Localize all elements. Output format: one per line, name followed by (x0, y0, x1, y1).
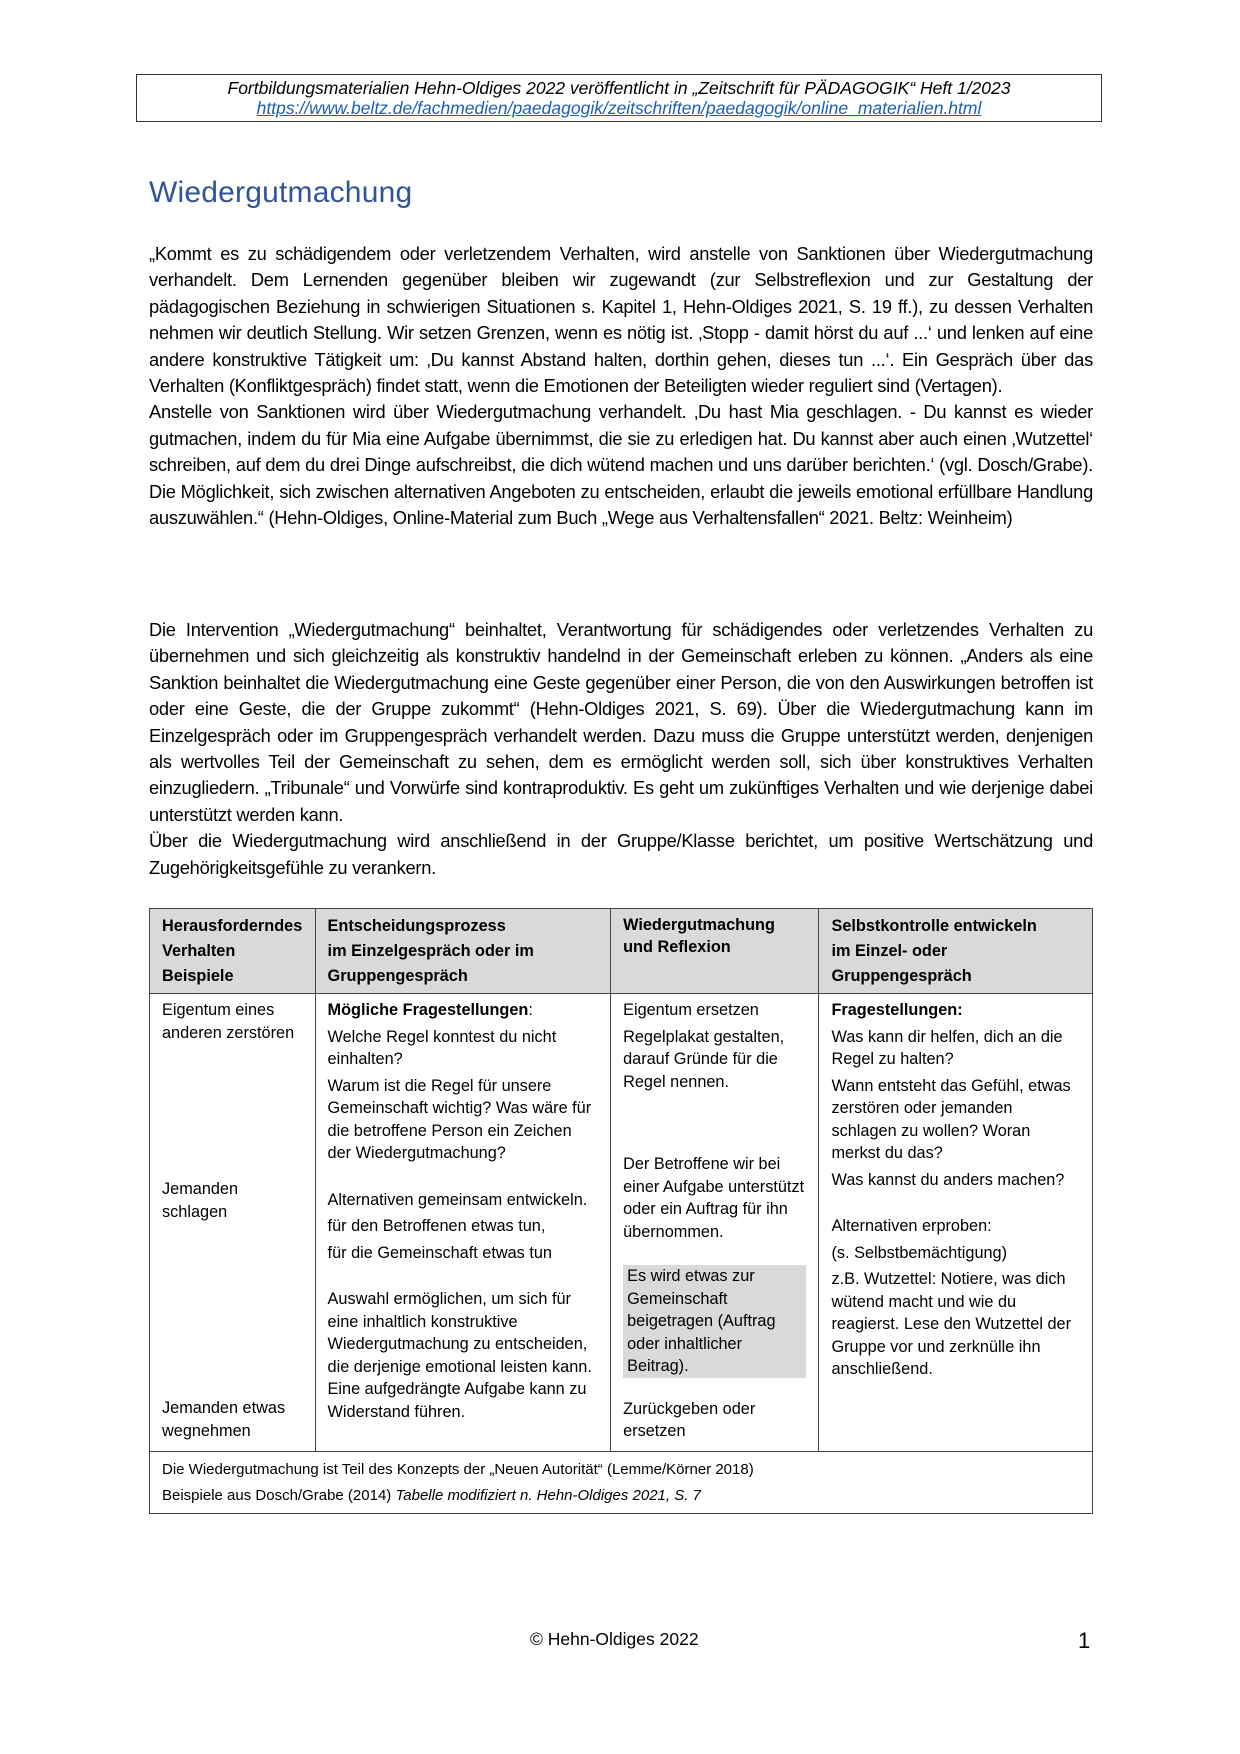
table-footnote-cell (150, 1451, 1093, 1513)
example-item: Eigentum eines anderen zerstören (162, 1001, 295, 1042)
footnote-concept: Die Wiedergutmachung ist Teil des Konzepts der „Neuen Autorität“ (Lemme/Körner 2018) (162, 1460, 754, 1478)
self-control-cell (819, 994, 1093, 1452)
option-item: Auswahl ermöglichen, um sich für eine inhaltlich konstruktive Wiedergutmachung zu entscheiden, die derjenige emotional leisten kann. Eine aufgedrängte Aufgabe kann zu Widerstand führen. (327, 1290, 592, 1421)
restitution-item-highlighted: Es wird etwas zur Gemeinschaft beigetragen (Auftrag oder inhaltlicher Beitrag). (623, 1265, 806, 1378)
header-url-link[interactable]: https://www.beltz.de/fachmedien/paedagogik/zeitschriften/paedagogik/online_materialien.html (256, 98, 982, 118)
column-header-restitution: Wiedergutmachung und Reflexion (611, 909, 819, 994)
footnote-source: Beispiele aus Dosch/Grabe (2014) (162, 1486, 396, 1504)
table-footer-row (150, 1451, 1093, 1513)
body-paragraph: Über die Wiedergutmachung wird anschließend in der Gruppe/Klasse berichtet, um positive Wertschätzung und Zugehörigkeitsgefühle zu verankern. (149, 830, 1093, 878)
table-row (150, 994, 1093, 1452)
behavior-examples-cell (150, 994, 316, 1452)
alternatives-item: z.B. Wutzettel: Notiere, was dich wütend macht und wie du reagierst. Lese den Wutzettel der Gruppe vor und zerknülle ihn anschließend. (831, 1270, 1071, 1378)
question-item: Welche Regel konntest du nicht einhalten? (327, 1027, 557, 1068)
questions-heading: Fragestellungen: (831, 1001, 963, 1019)
alternatives-item: Alternativen erproben: (831, 1217, 992, 1235)
option-item: für die Gemeinschaft etwas tun (327, 1243, 552, 1262)
example-item: Jemanden etwas wegnehmen (162, 1399, 286, 1440)
question-item: Wann entsteht das Gefühl, etwas zerstören oder jemanden schlagen zu wollen? Woran merkst du das? (831, 1076, 1071, 1162)
question-item: Was kann dir helfen, dich an die Regel zu halten? (831, 1027, 1063, 1068)
body-paragraph: „Kommt es zu schädigendem oder verletzendem Verhalten, wird anstelle von Sanktionen über Wiedergutmachung verhandelt. Dem Lernenden gegenüber bleiben wir zugewandt (zur Selbstreflexion und zur Gestaltung der pädagogischen Beziehung in schwierigen Situationen s. Kapitel 1, Hehn-Oldiges 2021, S. 19 ff.), zu dessen Verhalten nehmen wir deutlich Stellung. Wir setzen Grenzen, wenn es nötig ist. ‚Stopp - damit hörst du auf ...‘ und lenken auf eine andere konstruktive Tätigkeit um: ‚Du kannst Abstand halten, dorthin gehen, dieses tun ...‘. Ein Gespräch über das Verhalten (Konfliktgespräch) findet statt, wenn die Emotionen der Beteiligten wieder reguliert sind (Vertagen). (149, 243, 1093, 397)
copyright-footer: © Hehn-Oldiges 2022 (530, 1629, 699, 1649)
alternatives-item: (s. Selbstbemächtigung) (831, 1243, 1008, 1262)
page-title: Wiedergutmachung (149, 176, 413, 209)
option-item: Alternativen gemeinsam entwickeln. (327, 1190, 588, 1209)
example-item: Jemanden schlagen (162, 1180, 239, 1221)
column-header-decision: Entscheidungsprozess im Einzelgespräch oder im Gruppengespräch (315, 909, 611, 994)
restitution-cell (611, 994, 819, 1452)
question-item: Was kannst du anders machen? (831, 1170, 1065, 1189)
restitution-item: Eigentum ersetzen (623, 1001, 759, 1019)
restitution-item: Zurückgeben oder ersetzen (623, 1399, 756, 1440)
column-header-behavior: Herausforderndes Verhalten Beispiele (150, 909, 316, 994)
intervention-description-block (149, 617, 1093, 881)
questions-heading: Mögliche Fragestellungen (327, 1001, 529, 1019)
body-paragraph: Die Intervention „Wiedergutmachung“ beinhaltet, Verantwortung für schädigendes oder verletzendes Verhalten zu übernehmen und sich gleichzeitig als konstruktiv handelnd in der Gemeinschaft erleben zu können. „Anders als eine Sanktion beinhaltet die Wiedergutmachung eine Geste gegenüber einer Person, die von den Auswirkungen betroffen ist oder eine Geste, die der Gruppe zukommt“ (Hehn-Oldiges 2021, S. 69). Über die Wiedergutmachung kann im Einzelgespräch oder im Gruppengespräch verhandelt werden. Dazu muss die Gruppe unterstützt werden, denjenigen als wertvolles Teil der Gemeinschaft zu sehen, dem es ermöglicht werden soll, sich über konstruktives Verhalten einzugliedern. „Tribunale“ und Vorwürfe sind kontraproduktiv. Es geht um zukünftiges Verhalten und wie derjenige dabei unterstützt werden kann. (149, 619, 1093, 825)
question-item: Warum ist die Regel für unsere Gemeinschaft wichtig? Was wäre für die betroffene Person ein Zeichen der Wiedergutmachung? (327, 1076, 592, 1162)
body-paragraph: Anstelle von Sanktionen wird über Wiedergutmachung verhandelt. ‚Du hast Mia geschlagen. - Du kannst es wieder gutmachen, indem du für Mia eine Aufgabe übernimmst, die sie zu erledigen hat. Du kannst aber auch einen ‚Wutzettel‘ schreiben, auf dem du drei Dinge aufschreibst, die dich wütend machen und uns darüber berichten.‘ (vgl. Dosch/Grabe). Die Möglichkeit, sich zwischen alternativen Angeboten zu entscheiden, erlaubt die jeweils emotional erfüllbare Handlung auszuwählen.“ (Hehn-Oldiges, Online-Material zum Buch „Wege aus Verhaltensfallen“ 2021. Beltz: Weinheim) (149, 401, 1093, 529)
decision-process-cell: Mögliche Fragestellungen: Welche Regel konntest du nicht einhalten? Warum ist die Regel für unsere Gemeinschaft wichtig? Was wäre für die betroffene Person ein Zeichen der Wiedergutmachung? Alternativen gemeinsam entwickeln. für den Betroffenen etwas tun, für die Gemeinschaft etwas tun Auswahl ermöglichen, um sich für eine inhaltlich konstruktive Wiedergutmachung zu entscheiden, die derjenige emotional leisten kann. Eine aufgedrängte Aufgabe kann zu Widerstand führen. (315, 994, 611, 1452)
wiedergutmachung-table (149, 908, 1093, 1514)
header-publication-line: Fortbildungsmaterialien Hehn-Oldiges 2022 veröffentlicht in „Zeitschrift für PÄDAGOGIK“ Heft 1/2023 (227, 78, 1011, 98)
document-header-box (136, 74, 1102, 122)
footnote-source-italic: Tabelle modifiziert n. Hehn-Oldiges 2021, S. 7 (395, 1486, 701, 1504)
restitution-item: Regelplakat gestalten, darauf Gründe für die Regel nennen. (623, 1027, 785, 1091)
option-item: für den Betroffenen etwas tun, (327, 1217, 546, 1235)
table-header-row (150, 909, 1093, 994)
page-number: 1 (1078, 1628, 1091, 1653)
intro-quote-block (149, 241, 1093, 531)
column-header-self-control: Selbstkontrolle entwickeln im Einzel- oder Gruppengespräch (819, 909, 1093, 994)
restitution-item: Der Betroffene wir bei einer Aufgabe unterstützt oder ein Auftrag für ihn übernommen. (623, 1155, 805, 1241)
